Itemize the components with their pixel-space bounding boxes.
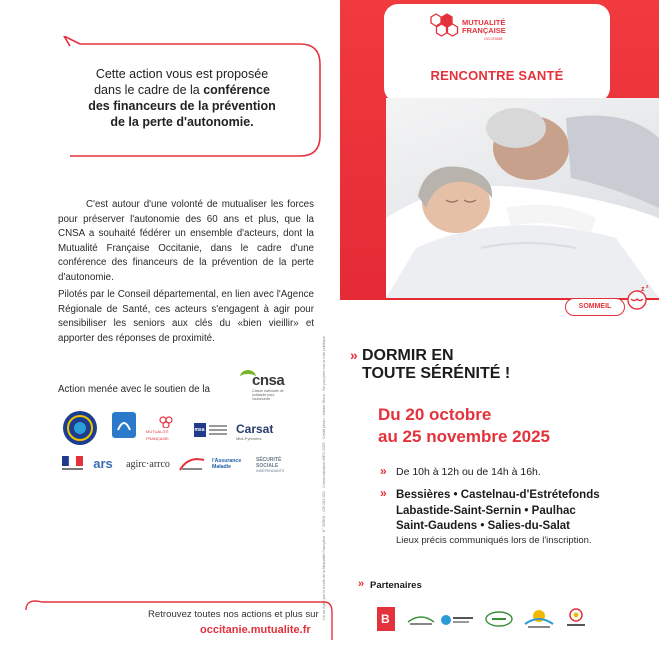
securite-sub: INDÉPENDANTS [256, 469, 285, 473]
intro-paragraph-2: Pilotés par le Conseil départemental, en lien avec l'Agence Régionale de Santé, ces acteurs s'engagent à agir pour sensibiliser les seniors aux clés du «bien vieillir» et apporter des réponses de proximité. [58, 289, 314, 344]
mutualite-hexagon-icon [430, 12, 460, 42]
title-line-1: DORMIR EN [362, 347, 454, 364]
brand-subtitle: OCCITANIE [484, 37, 503, 41]
title-line-2: TOUTE SÉRÉNITÉ ! [362, 365, 511, 382]
sommeil-badge: SOMMEIL [565, 298, 625, 316]
event-hours: De 10h à 12h ou de 14h à 16h. [396, 466, 541, 478]
cnsa-logo [238, 368, 290, 401]
partner-logo-6 [564, 606, 588, 630]
ars-word: ars [93, 455, 113, 471]
legal-mentions: Un an Agirc par le mode de la Mutualité Française · N° SIREN : 439 283 652 · Communication MFO 2025 · Crédit photo : Adobe Stock · Ne pas jeter sur la voie publique [322, 336, 326, 620]
partner-logo-2 [406, 612, 436, 628]
support-text: Action menée avec le soutien de la [58, 384, 210, 395]
quote-line-1: Cette action vous est proposée [95, 67, 269, 81]
partner-logo-1 [376, 606, 396, 632]
seal-logo [62, 410, 98, 446]
department-logo [110, 410, 138, 440]
msa-logo [192, 420, 228, 440]
cnsa-subtitle: Caisse nationale de solidarité pour l'autonomie [252, 389, 284, 401]
carsat-word: Carsat [236, 421, 274, 436]
quote-line-2-bold: conférence [203, 83, 270, 97]
quote-line-3: des financeurs de la prévention [88, 99, 276, 113]
ars-logo [88, 454, 118, 472]
carsat-sub: Midi-Pyrénées [236, 435, 262, 441]
quote-text [52, 66, 312, 130]
event-places [396, 488, 600, 535]
places-note: Lieux précis communiqués lors de l'inscription. [396, 535, 592, 546]
places-line-3: Saint-Gaudens • Salies-du-Salat [396, 520, 571, 532]
quote-line-2-pre: dans le cadre de la [94, 83, 204, 97]
places-line-2: Labastide-Saint-Sernin • Paulhac [396, 504, 576, 517]
mutualite-logo-text: MUTUALITÉ FRANÇAISE [146, 429, 169, 441]
partner-logo-3 [440, 612, 476, 628]
date-line-1: Du 20 octobre [378, 405, 492, 424]
securite-word: SÉCURITÉ SOCIALE [256, 457, 282, 469]
places-chevron-icon: » [380, 486, 387, 500]
securite-sociale-logo [256, 454, 296, 476]
brand-line-1: MUTUALITÉ [462, 18, 506, 27]
svg-text:B: B [381, 612, 390, 626]
svg-text:z: z [646, 284, 649, 290]
right-panel [340, 0, 659, 651]
bottom-frame [24, 596, 334, 646]
event-type: RENCONTRE SANTÉ [430, 68, 564, 83]
quote-line-4: de la perte d'autonomie. [110, 115, 254, 129]
partners-chevron-icon: » [358, 578, 365, 590]
event-title [362, 347, 510, 383]
brand-name [462, 19, 506, 35]
republique-logo [62, 456, 84, 472]
svg-text:z: z [641, 286, 645, 293]
mutualite-logo [146, 416, 186, 442]
partners-label: Partenaires [370, 580, 422, 591]
website-intro: Retrouvez toutes nos actions et plus sur [148, 609, 319, 620]
intro-paragraph: C'est autour d'une volonté de mutualiser les forces pour préserver l'autonomie des 60 ans et plus, que la CNSA a souhaité fédérer un ensemble d'acteurs, dont la Mutualité Française Occitanie, dans le cadre d'une conférence des financeurs de la prévention de la perte d'autonomie. [58, 199, 314, 283]
quote-line-2 [52, 82, 312, 98]
places-line-1: Bessières • Castelnau-d'Estrétefonds [396, 489, 600, 501]
sleeping-woman-photo [386, 98, 659, 298]
website-link[interactable]: occitanie.mutualite.fr [200, 624, 311, 636]
partner-logo-5 [522, 608, 556, 630]
carsat-logo [236, 420, 290, 442]
assurance-maladie-logo [212, 454, 250, 474]
brand-line-2: FRANÇAISE [462, 26, 506, 35]
agirc-word: agirc·arrco [126, 458, 170, 470]
region-logo [178, 454, 206, 474]
cnsa-word: cnsa [252, 372, 285, 389]
partner-logo-4 [484, 610, 514, 628]
date-line-2: au 25 novembre 2025 [378, 427, 550, 446]
agirc-logo [122, 456, 174, 472]
event-dates [378, 404, 550, 448]
title-chevron-icon: » [350, 347, 358, 363]
msa-mark: msa [194, 423, 206, 437]
assurance-word: l'Assurance Maladie [212, 458, 242, 470]
hours-chevron-icon: » [380, 464, 387, 478]
sleep-mask-icon [623, 284, 651, 312]
